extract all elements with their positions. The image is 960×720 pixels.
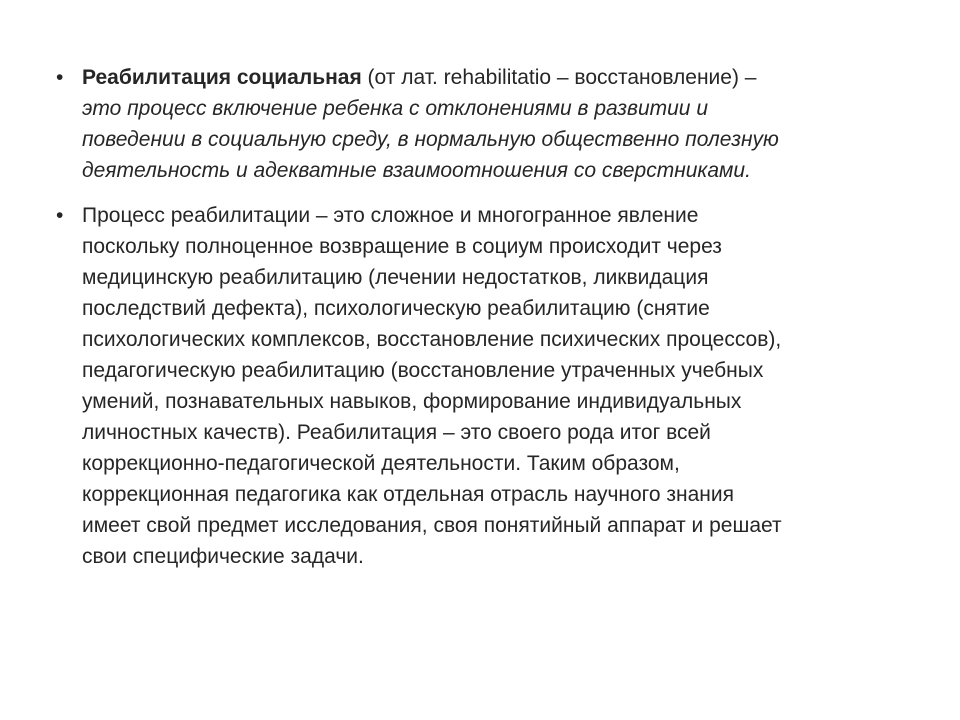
definition-line-1: [82, 62, 936, 93]
bullet-item-definition: [56, 62, 936, 186]
slide-content: [56, 62, 936, 586]
process-line-6: педагогическую реабилитацию (восстановление утраченных учебных: [82, 359, 764, 382]
bullet-dot-icon: •: [56, 66, 64, 89]
term-heading: Реабилитация социальная: [82, 66, 362, 89]
term-etymology: (от лат. rehabilitatio – восстановление) –: [361, 66, 757, 89]
bullet-dot-icon: •: [56, 204, 64, 227]
process-line-4: последствий дефекта), психологическую реабилитацию (снятие: [82, 297, 710, 320]
process-line-9: коррекционно-педагогической деятельности. Таким образом,: [82, 452, 680, 475]
process-line-7: умений, познавательных навыков, формирование индивидуальных: [82, 390, 742, 413]
process-line-12: свои специфические задачи.: [82, 545, 364, 568]
process-line-2: поскольку полноценное возвращение в социум происходит через: [82, 235, 722, 258]
process-line-5: психологических комплексов, восстановление психических процессов),: [82, 328, 782, 351]
process-line-1: Процесс реабилитации – это сложное и многогранное явление: [82, 204, 699, 227]
definition-line-2: это процесс включение ребенка с отклонениями в развитии и: [82, 97, 709, 120]
process-line-8: личностных качеств). Реабилитация – это своего рода итог всей: [82, 421, 711, 444]
definition-line-3: поведении в социальную среду, в нормальную общественно полезную: [82, 128, 779, 151]
definition-line-4: деятельность и адекватные взаимоотношения со сверстниками.: [82, 159, 751, 182]
process-line-11: имеет свой предмет исследования, своя понятийный аппарат и решает: [82, 514, 782, 537]
process-line-10: коррекционная педагогика как отдельная отрасль научного знания: [82, 483, 734, 506]
process-line-3: медицинскую реабилитацию (лечении недостатков, ликвидация: [82, 266, 709, 289]
bullet-list: [56, 62, 936, 572]
bullet-item-process: [56, 200, 936, 572]
